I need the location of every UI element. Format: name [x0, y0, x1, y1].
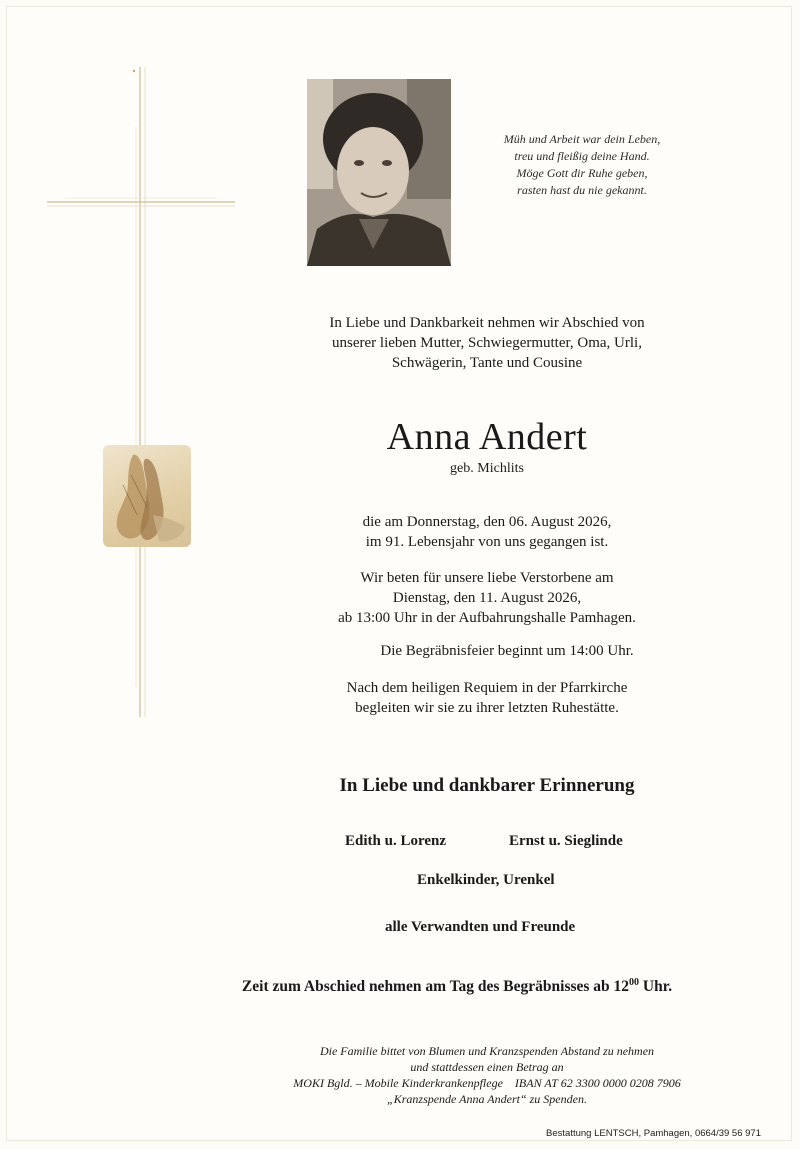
poem-line: treu und fleißig deine Hand. [514, 149, 650, 163]
farewell-line [157, 977, 757, 996]
intro-line: In Liebe und Dankbarkeit nehmen wir Abschied von [329, 315, 645, 331]
intro-line: unserer lieben Mutter, Schwiegermutter, Oma, Urli, [332, 335, 642, 351]
mourners-heading: In Liebe und dankbarer Erinnerung [339, 775, 635, 796]
note-line: und stattdessen einen Betrag an [410, 1060, 564, 1074]
cross-icon [7, 7, 267, 727]
birth-name: geb. Michlits [450, 461, 524, 476]
portrait-photo [307, 79, 451, 266]
note-line: „Kranzspende Anna Andert“ zu Spenden. [387, 1092, 587, 1106]
note-line: MOKI Bgld. – Mobile Kinderkrankenpflege IBAN AT 62 3300 0000 0208 7906 [293, 1076, 681, 1090]
farewell-suffix: Uhr. [639, 978, 673, 995]
mourner-couple-2: Ernst u. Sieglinde [509, 833, 623, 849]
poem [477, 131, 687, 199]
prayer-text [277, 568, 697, 628]
donation-note [217, 1043, 757, 1107]
requiem-text [277, 678, 697, 718]
poem-line: Möge Gott dir Ruhe geben, [516, 166, 648, 180]
requiem-line: begleiten wir sie zu ihrer letzten Ruhestätte. [355, 700, 619, 716]
death-line: im 91. Lebensjahr von uns gegangen ist. [365, 534, 609, 550]
mourner-grandchildren: Enkelkinder, Urenkel [417, 872, 555, 888]
obituary-page [6, 6, 792, 1141]
funeral-line: Die Begräbnisfeier beginnt um 14:00 Uhr. [380, 643, 634, 659]
prayer-line: Dienstag, den 11. August 2026, [392, 590, 582, 606]
prayer-line: Wir beten für unsere liebe Verstorbene am [360, 570, 614, 586]
intro-line: Schwägerin, Tante und Cousine [391, 355, 583, 371]
intro-text [277, 313, 697, 373]
death-line: die am Donnerstag, den 06. August 2026, [362, 514, 612, 530]
prayer-line: ab 13:00 Uhr in der Aufbahrungshalle Pamhagen. [338, 610, 636, 626]
farewell-text: Zeit zum Abschied nehmen am Tag des Begräbnisses ab 12 [241, 978, 630, 995]
note-line: Die Familie bittet von Blumen und Kranzspenden Abstand zu nehmen [319, 1044, 655, 1058]
mourner-couple-1: Edith u. Lorenz [345, 833, 446, 849]
poem-line: Müh und Arbeit war dein Leben, [503, 132, 661, 146]
requiem-line: Nach dem heiligen Requiem in der Pfarrkirche [346, 680, 628, 696]
death-text [277, 512, 697, 552]
farewell-superscript: 00 [629, 977, 640, 988]
funeral-home-footer: Bestattung LENTSCH, Pamhagen, 0664/39 56 971 [546, 1128, 761, 1139]
poem-line: rasten hast du nie gekannt. [517, 183, 647, 197]
praying-hands-image [103, 445, 191, 547]
deceased-name: Anna Andert [386, 416, 588, 458]
funeral-text [297, 641, 717, 661]
mourner-relatives: alle Verwandten und Freunde [385, 919, 576, 935]
